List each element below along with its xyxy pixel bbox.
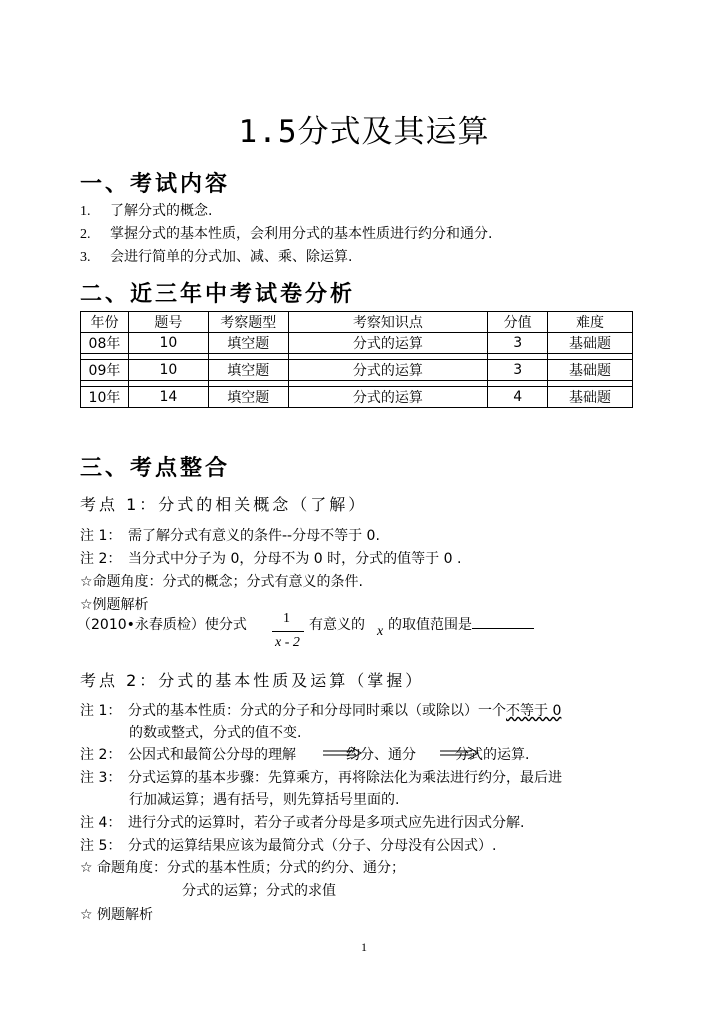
table-cell: 09年 <box>81 360 129 381</box>
fraction-denominator: x - 2 <box>275 635 300 650</box>
table-cell: 4 <box>488 387 548 408</box>
kp2-note-5 <box>80 835 496 855</box>
note-text: 分式运算的基本步骤：先算乘方，再将除法化为乘法进行约分，最后进 <box>128 770 562 786</box>
note-label: 注 5： <box>80 838 122 854</box>
table-header-cell: 难度 <box>548 312 633 333</box>
kp1-note-2 <box>80 548 461 568</box>
note-text: 需了解分式有意义的条件--分母不等于 0. <box>128 528 380 544</box>
table-cell: 基础题 <box>548 387 633 408</box>
table-cell: 08年 <box>81 333 129 354</box>
list-item-text: 会进行简单的分式加、减、乘、除运算. <box>110 249 353 265</box>
kp2-example: ☆ 例题解析 <box>80 907 154 923</box>
kp2-note-2-c: 分式的运算. <box>455 747 530 763</box>
list-item <box>80 223 492 243</box>
note-text: 分式的基本性质：分式的分子和分母同时乘以（或除以）一个 <box>128 703 506 719</box>
note-label: 注 1： <box>80 703 122 719</box>
kp2-note-2-b: 约分、通分 <box>346 747 416 763</box>
kp2-note-1-cont: 的数或整式，分式的值不变. <box>129 725 302 741</box>
note-text: 分式的运算结果应该为最简分式（分子、分母没有公因式）. <box>128 838 497 854</box>
list-item-number: 3. <box>80 250 91 265</box>
kp2-angle <box>80 857 405 877</box>
note-label: 注 2： <box>80 747 122 763</box>
kp1-title: 考点 1：分式的相关概念（了解） <box>80 495 368 514</box>
kp2-note-3 <box>80 767 562 787</box>
section-heading-content: 一、考试内容 <box>80 172 231 197</box>
page-number: 1 <box>361 940 367 954</box>
table-header-cell: 考察知识点 <box>288 312 488 333</box>
note-label: 注 4： <box>80 815 122 831</box>
list-item <box>80 246 352 266</box>
table-cell: 基础题 <box>548 360 633 381</box>
list-item-text: 掌握分式的基本性质，会利用分式的基本性质进行约分和通分. <box>110 226 493 242</box>
table-header-cell: 题号 <box>128 312 208 333</box>
table-cell: 分式的运算 <box>288 387 488 408</box>
table-cell: 填空题 <box>208 333 288 354</box>
table-header-row <box>81 312 633 333</box>
note-label: 注 3： <box>80 770 122 786</box>
note-label: 注 1： <box>80 528 122 544</box>
angle-label: ☆ 命题角度： <box>80 860 168 876</box>
table-row <box>81 387 633 408</box>
question-middle: 有意义的 <box>309 617 365 633</box>
list-item <box>80 200 212 220</box>
kp2-note-3-cont: 行加减运算；遇有括号，则先算括号里面的. <box>129 792 400 808</box>
note-emphasis: 不等于 0 <box>506 703 562 719</box>
list-item-number: 2. <box>80 227 91 242</box>
table-cell: 3 <box>488 333 548 354</box>
kp1-angle: ☆命题角度：分式的概念；分式有意义的条件. <box>80 574 363 590</box>
table-cell: 填空题 <box>208 387 288 408</box>
kp2-note-4 <box>80 812 524 832</box>
kp2-angle-cont: 分式的运算；分式的求值 <box>182 883 336 899</box>
kp1-note-1 <box>80 525 380 545</box>
section-heading-points: 三、考点整合 <box>80 456 231 481</box>
angle-text: 分式的基本性质；分式的约分、通分； <box>167 860 406 876</box>
question-variable: x <box>377 624 384 639</box>
question-suffix: 的取值范围是 <box>388 614 534 634</box>
table-row <box>81 333 633 354</box>
table-header-cell: 年份 <box>81 312 129 333</box>
exam-analysis-table <box>80 311 633 408</box>
kp1-example: ☆例题解析 <box>80 597 149 613</box>
table-cell: 分式的运算 <box>288 360 488 381</box>
list-item-text: 了解分式的概念. <box>110 203 213 219</box>
table-cell: 3 <box>488 360 548 381</box>
note-text: 公因式和最简公分母的理解 <box>128 747 296 763</box>
list-item-number: 1. <box>80 204 91 219</box>
kp1-question <box>77 614 247 634</box>
note-text: 进行分式的运算时，若分子或者分母是多项式应先进行因式分解. <box>128 815 525 831</box>
fraction-bar <box>272 631 304 632</box>
section-heading-analysis: 二、近三年中考试卷分析 <box>80 282 356 307</box>
table-cell: 10 <box>128 333 208 354</box>
question-prefix: （2010•永春质检）使分式 <box>77 617 247 633</box>
table-cell: 分式的运算 <box>288 333 488 354</box>
note-text: 当分式中分子为 0，分母不为 0 时，分式的值等于 0 . <box>128 551 462 567</box>
table-header-cell: 考察题型 <box>208 312 288 333</box>
table-row <box>81 360 633 381</box>
kp2-note-2 <box>80 744 296 764</box>
page-title: 1.5分式及其运算 <box>238 114 490 150</box>
table-header-cell: 分值 <box>488 312 548 333</box>
table-cell: 基础题 <box>548 333 633 354</box>
table-cell: 10 <box>128 360 208 381</box>
table-cell: 填空题 <box>208 360 288 381</box>
table-cell: 10年 <box>81 387 129 408</box>
note-label: 注 2： <box>80 551 122 567</box>
fraction-numerator: 1 <box>283 611 290 626</box>
kp2-note-1 <box>80 700 561 720</box>
answer-blank[interactable] <box>472 628 534 629</box>
kp2-title: 考点 2：分式的基本性质及运算（掌握） <box>80 671 425 690</box>
table-cell: 14 <box>128 387 208 408</box>
